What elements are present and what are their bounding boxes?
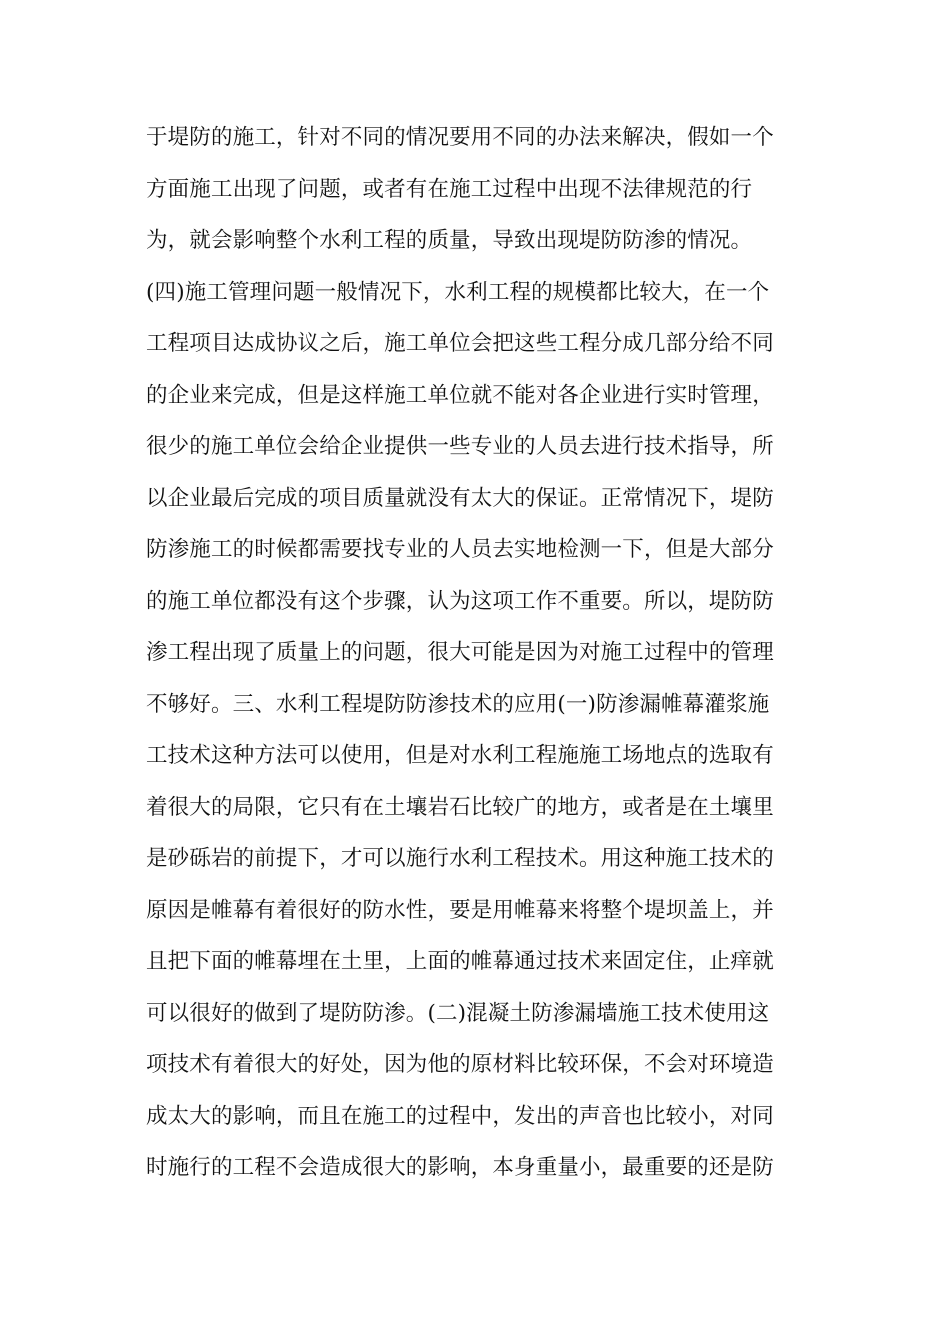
text-line: 且把下面的帷幕埋在土里，上面的帷幕通过技术来固定住，止痒就: [146, 949, 774, 974]
text-line: 可以很好的做到了堤防防渗。(二)混凝土防渗漏墙施工技术使用这: [146, 1000, 770, 1026]
body-text: [146, 118, 806, 1200]
text-line: 不够好。三、水利工程堤防防渗技术的应用(一)防渗漏帷幕灌浆施: [146, 691, 770, 717]
text-line: 着很大的局限，它只有在土壤岩石比较广的地方，或者是在土壤里: [146, 794, 774, 820]
text-line: 时施行的工程不会造成很大的影响，本身重量小，最重要的还是防: [146, 1155, 774, 1180]
text-line: 项技术有着很大的好处，因为他的原材料比较环保，不会对环境造: [146, 1052, 774, 1077]
text-line: 以企业最后完成的项目质量就没有太大的保证。正常情况下，堤防: [146, 485, 774, 511]
text-line: 方面施工出现了问题，或者有在施工过程中出现不法律规范的行: [146, 176, 753, 202]
text-line: 是砂砾岩的前提下，才可以施行水利工程技术。用这种施工技术的: [146, 846, 774, 871]
text-line: (四)施工管理问题一般情况下，水利工程的规模都比较大，在一个: [146, 279, 770, 305]
text-line: 的施工单位都没有这个步骤，认为这项工作不重要。所以，堤防防: [146, 588, 774, 614]
text-line: 工程项目达成协议之后，施工单位会把这些工程分成几部分给不同: [146, 331, 774, 356]
text-line: 防渗施工的时候都需要找专业的人员去实地检测一下，但是大部分: [146, 537, 774, 562]
text-line: 的企业来完成，但是这样施工单位就不能对各企业进行实时管理，: [146, 382, 774, 408]
text-line: 原因是帷幕有着很好的防水性，要是用帷幕来将整个堤坝盖上，并: [146, 897, 774, 923]
text-line: 成太大的影响，而且在施工的过程中，发出的声音也比较小，对同: [146, 1103, 774, 1129]
text-line: 渗工程出现了质量上的问题，很大可能是因为对施工过程中的管理: [146, 640, 774, 665]
text-line: 工技术这种方法可以使用，但是对水利工程施施工场地点的选取有: [146, 743, 774, 768]
text-line: 于堤防的施工，针对不同的情况要用不同的办法来解决，假如一个: [146, 125, 774, 150]
text-line: 很少的施工单位会给企业提供一些专业的人员去进行技术指导，所: [146, 434, 774, 459]
text-line: 为，就会影响整个水利工程的质量，导致出现堤防防渗的情况。: [146, 228, 753, 253]
